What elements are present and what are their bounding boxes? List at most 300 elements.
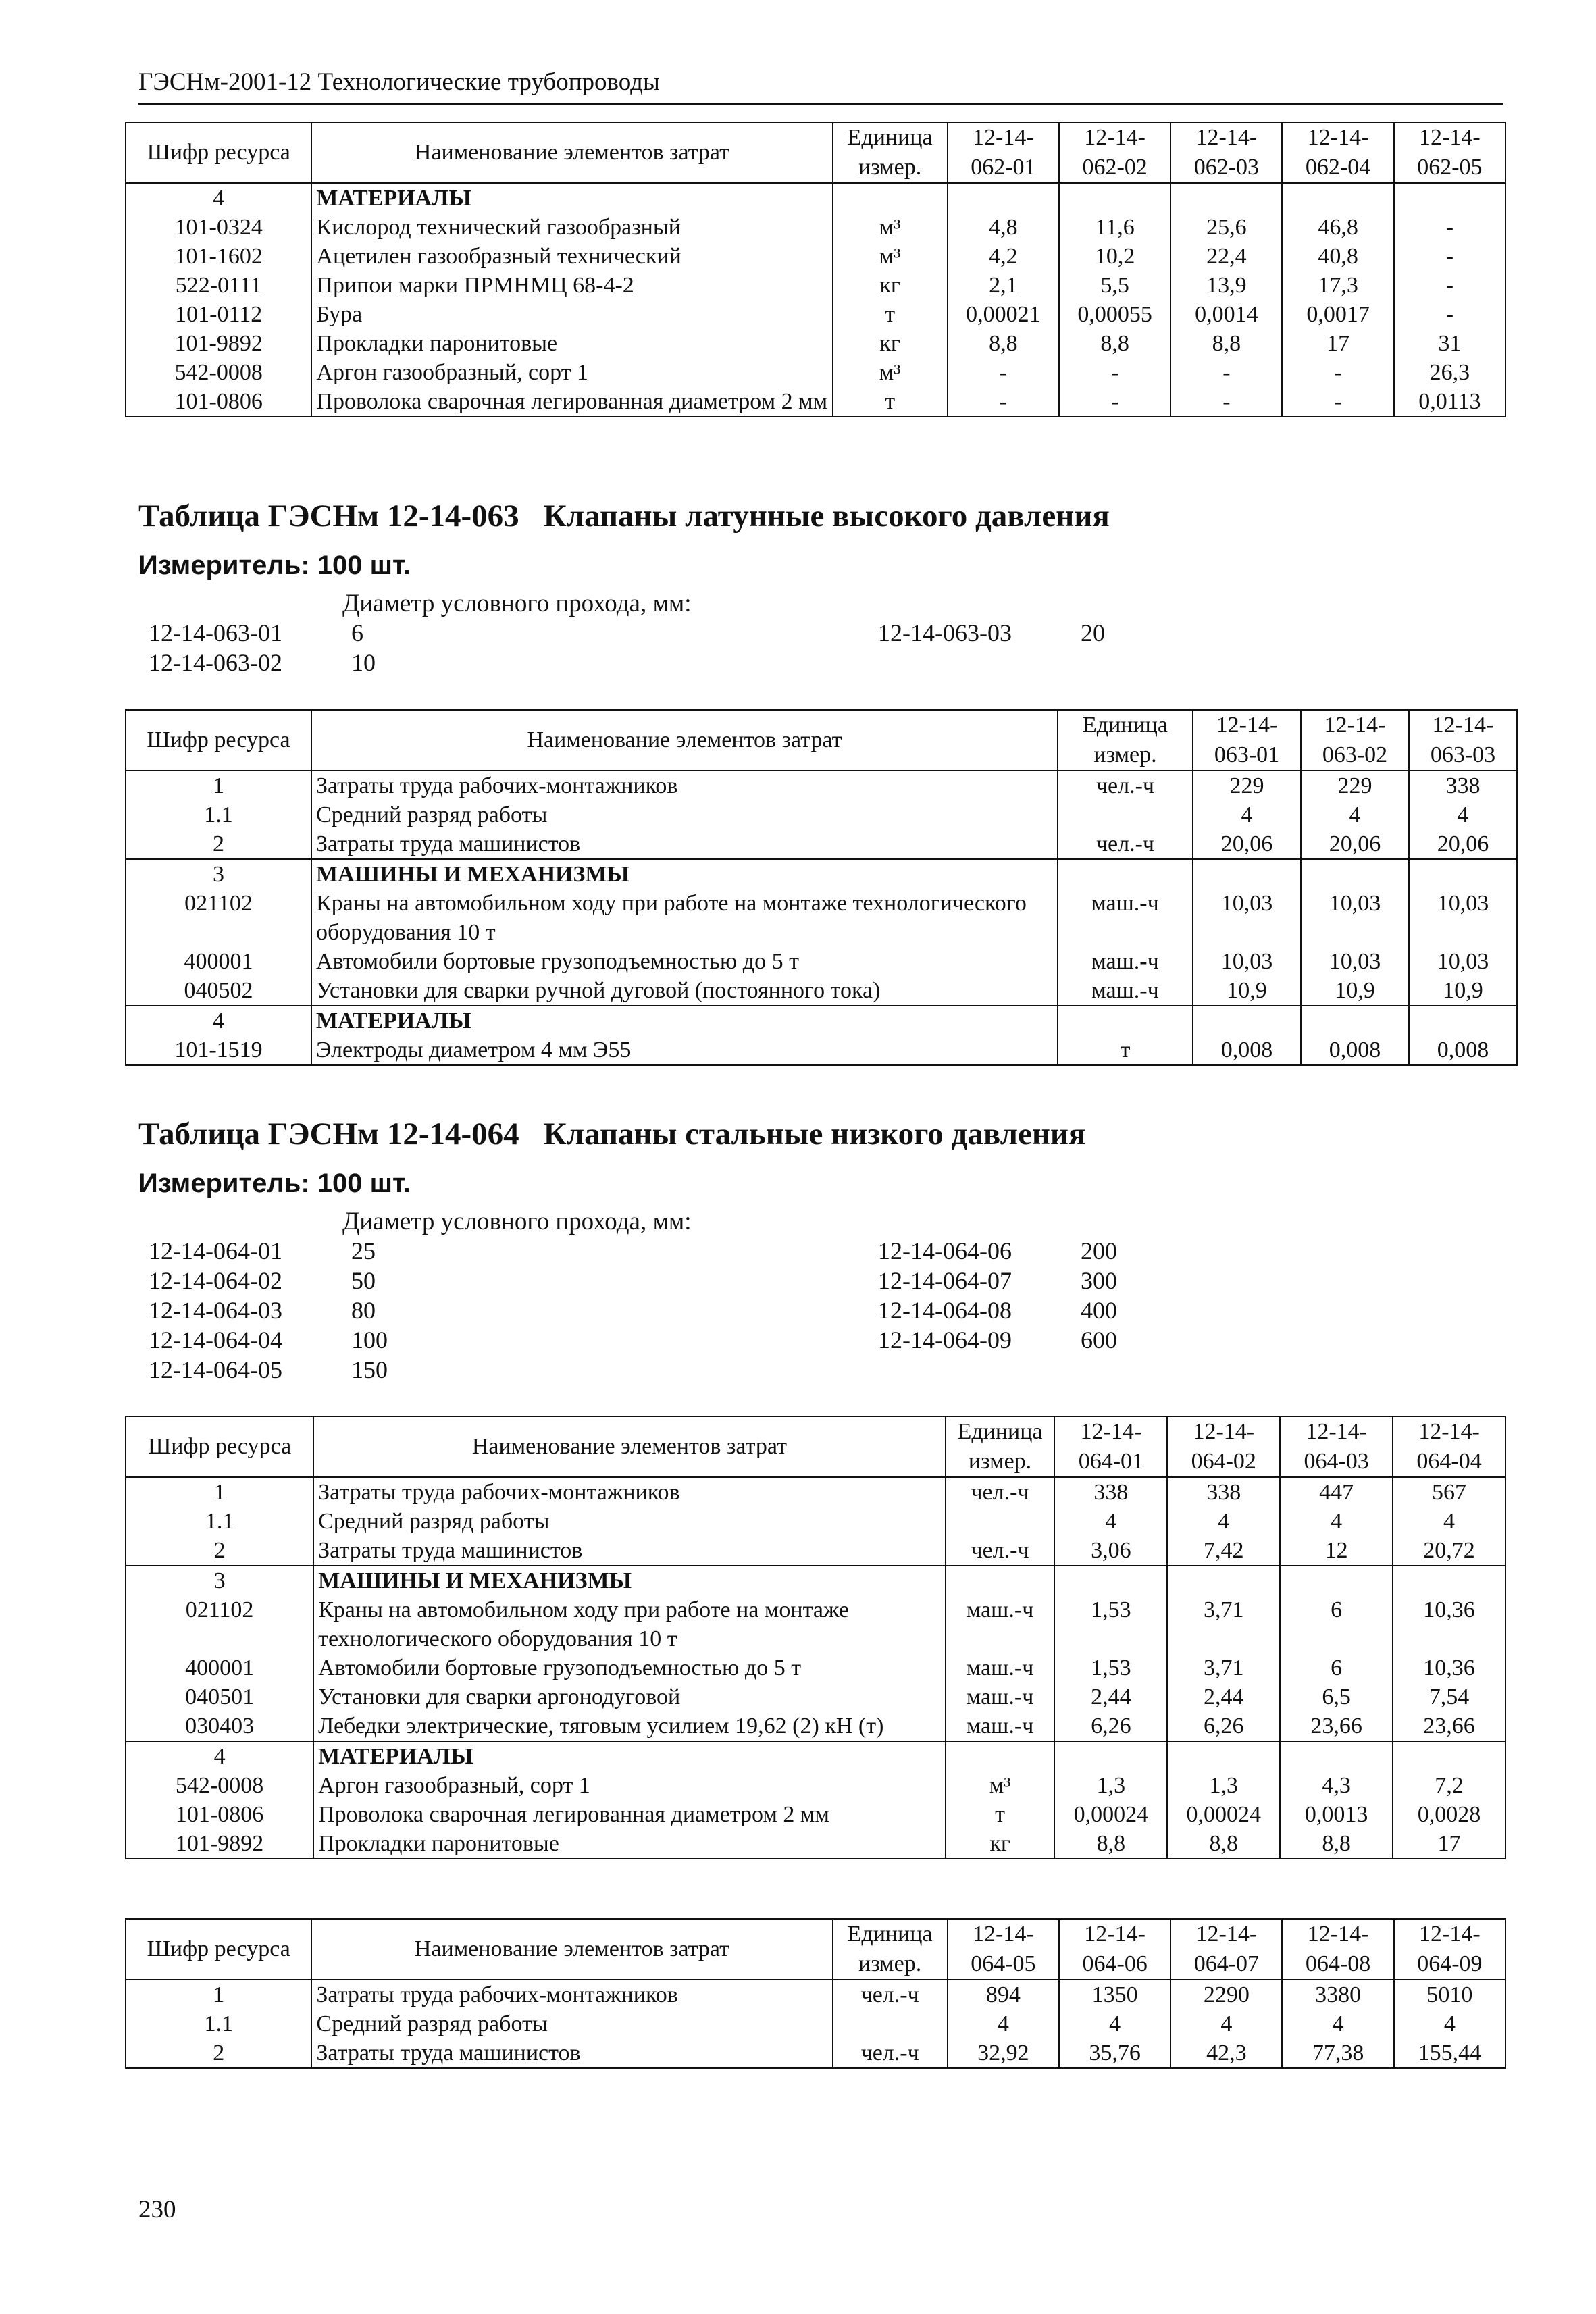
row-value: 894 bbox=[948, 1980, 1059, 2009]
table-row bbox=[126, 1595, 1505, 1653]
header-code: Шифр ресурса bbox=[126, 122, 311, 183]
row-value: 4 bbox=[1167, 1507, 1280, 1536]
dimension-code: 12-14-063-01 bbox=[149, 619, 282, 646]
row-name: Затраты труда машинистов bbox=[313, 1536, 946, 1566]
row-value: 77,38 bbox=[1282, 2038, 1393, 2068]
table-row bbox=[126, 1800, 1505, 1829]
row-value: 23,66 bbox=[1393, 1712, 1505, 1741]
row-value: 11,6 bbox=[1059, 213, 1170, 242]
row-value: 3,71 bbox=[1167, 1653, 1280, 1682]
row-value: 20,06 bbox=[1409, 829, 1517, 859]
header-unit: Единица измер. bbox=[833, 1919, 948, 1980]
row-value: 0,008 bbox=[1409, 1035, 1517, 1065]
table-row bbox=[126, 889, 1517, 947]
row-value: 10,9 bbox=[1409, 976, 1517, 1006]
row-name: Затраты труда машинистов bbox=[311, 2038, 832, 2068]
row-unit: маш.-ч bbox=[946, 1595, 1055, 1653]
row-unit: чел.-ч bbox=[833, 1980, 948, 2009]
row-value: 4 bbox=[1409, 800, 1517, 829]
row-name: Установки для сварки ручной дуговой (постоянного тока) bbox=[311, 976, 1058, 1006]
row-value: - bbox=[1394, 213, 1505, 242]
section-value-empty bbox=[948, 183, 1059, 213]
dimension-code: 12-14-064-03 bbox=[149, 1297, 282, 1324]
row-unit: чел.-ч bbox=[946, 1536, 1055, 1566]
row-code: 040502 bbox=[126, 976, 311, 1006]
row-value: 4 bbox=[1059, 2009, 1170, 2038]
row-unit: м³ bbox=[833, 242, 948, 271]
header-column-code: 12-14-063-01 bbox=[1193, 710, 1301, 771]
row-value: 10,03 bbox=[1301, 947, 1409, 976]
table-12-14-063 bbox=[125, 709, 1518, 1066]
row-code: 1 bbox=[126, 771, 311, 800]
table-row bbox=[126, 947, 1517, 976]
row-unit: т bbox=[833, 387, 948, 417]
row-value: 6,26 bbox=[1167, 1712, 1280, 1741]
row-value: 0,00024 bbox=[1167, 1800, 1280, 1829]
row-value: 3,71 bbox=[1167, 1595, 1280, 1653]
row-name: Ацетилен газообразный технический bbox=[311, 242, 832, 271]
row-unit: чел.-ч bbox=[1058, 829, 1193, 859]
header-name: Наименование элементов затрат bbox=[311, 1919, 832, 1980]
header-column-code: 12-14-064-07 bbox=[1170, 1919, 1282, 1980]
row-value: 4 bbox=[1301, 800, 1409, 829]
row-value: 6,26 bbox=[1054, 1712, 1167, 1741]
row-value: 10,03 bbox=[1193, 889, 1301, 947]
table-row bbox=[126, 387, 1505, 417]
row-name: Бура bbox=[311, 300, 832, 329]
row-value: 4 bbox=[1193, 800, 1301, 829]
table-063-title-name: Клапаны латунные высокого давления bbox=[543, 498, 1110, 534]
section-title: МАТЕРИАЛЫ bbox=[311, 183, 832, 213]
row-value: 42,3 bbox=[1170, 2038, 1282, 2068]
row-value: - bbox=[1170, 358, 1282, 387]
section-value-empty bbox=[1301, 1006, 1409, 1035]
table-063-dim-title: Диаметр условного прохода, мм: bbox=[342, 590, 692, 617]
running-header: ГЭСНм-2001-12 Технологические трубопроводы bbox=[138, 66, 1503, 105]
dimension-value: 200 bbox=[1081, 1237, 1117, 1264]
section-unit-empty bbox=[946, 1566, 1055, 1595]
header-unit: Единица измер. bbox=[946, 1416, 1055, 1477]
row-unit: кг bbox=[833, 329, 948, 358]
row-value: - bbox=[948, 358, 1059, 387]
dimension-code: 12-14-064-05 bbox=[149, 1356, 282, 1383]
row-unit: т bbox=[833, 300, 948, 329]
dimension-row bbox=[138, 1325, 554, 1355]
row-name: Аргон газообразный, сорт 1 bbox=[313, 1771, 946, 1800]
header-column-code: 12-14-064-06 bbox=[1059, 1919, 1170, 1980]
row-value: - bbox=[1394, 271, 1505, 300]
header-column-code: 12-14-064-04 bbox=[1393, 1416, 1505, 1477]
table-row bbox=[126, 1653, 1505, 1682]
row-value: 4,2 bbox=[948, 242, 1059, 271]
row-value: 8,8 bbox=[948, 329, 1059, 358]
section-title: МАТЕРИАЛЫ bbox=[311, 1006, 1058, 1035]
header-column-code: 12-14-064-08 bbox=[1282, 1919, 1393, 1980]
dimension-code: 12-14-063-02 bbox=[149, 649, 282, 676]
header-code: Шифр ресурса bbox=[126, 710, 311, 771]
row-value: 10,03 bbox=[1409, 889, 1517, 947]
page-number: 230 bbox=[138, 2196, 176, 2223]
row-unit: маш.-ч bbox=[1058, 976, 1193, 1006]
row-code: 2 bbox=[126, 2038, 311, 2068]
row-unit: чел.-ч bbox=[1058, 771, 1193, 800]
header-column-code: 12-14-062-01 bbox=[948, 122, 1059, 183]
table-063-meter: Измеритель: 100 шт. bbox=[138, 550, 411, 580]
table-064-meter: Измеритель: 100 шт. bbox=[138, 1168, 411, 1198]
row-value: - bbox=[1059, 387, 1170, 417]
header-column-code: 12-14-064-05 bbox=[948, 1919, 1059, 1980]
section-value-empty bbox=[1193, 1006, 1301, 1035]
row-value: 0,00021 bbox=[948, 300, 1059, 329]
row-value: 31 bbox=[1394, 329, 1505, 358]
row-code: 1 bbox=[126, 1980, 311, 2009]
table-12-14-064-part1 bbox=[125, 1416, 1506, 1859]
row-value: 7,42 bbox=[1167, 1536, 1280, 1566]
table-row bbox=[126, 800, 1517, 829]
row-value: 338 bbox=[1167, 1477, 1280, 1507]
row-value: 0,0028 bbox=[1393, 1800, 1505, 1829]
row-value: 0,00055 bbox=[1059, 300, 1170, 329]
row-value: 1,53 bbox=[1054, 1653, 1167, 1682]
header-column-code: 12-14-064-01 bbox=[1054, 1416, 1167, 1477]
row-code: 400001 bbox=[126, 947, 311, 976]
row-value: - bbox=[1170, 387, 1282, 417]
row-name: Проволока сварочная легированная диаметром 2 мм bbox=[313, 1800, 946, 1829]
dimension-value: 6 bbox=[351, 619, 363, 646]
row-value: 10,03 bbox=[1409, 947, 1517, 976]
table-064-title-name: Клапаны стальные низкого давления bbox=[543, 1116, 1086, 1152]
row-code: 101-9892 bbox=[126, 1829, 313, 1859]
row-unit bbox=[1058, 800, 1193, 829]
row-name: Кислород технический газообразный bbox=[311, 213, 832, 242]
table-row bbox=[126, 242, 1505, 271]
dimension-value: 10 bbox=[351, 649, 376, 676]
dimension-row bbox=[138, 1236, 554, 1266]
table-12-14-062 bbox=[125, 122, 1506, 417]
dimension-row bbox=[138, 648, 554, 677]
table-row bbox=[126, 2038, 1505, 2068]
row-value: - bbox=[1394, 242, 1505, 271]
dimension-row bbox=[138, 1295, 554, 1325]
header-code: Шифр ресурса bbox=[126, 1416, 313, 1477]
row-unit: м³ bbox=[833, 213, 948, 242]
section-unit-empty bbox=[833, 183, 948, 213]
row-unit: кг bbox=[833, 271, 948, 300]
row-value: 10,2 bbox=[1059, 242, 1170, 271]
row-code: 040501 bbox=[126, 1682, 313, 1712]
table-row bbox=[126, 1771, 1505, 1800]
row-value: 338 bbox=[1054, 1477, 1167, 1507]
dimension-value: 600 bbox=[1081, 1327, 1117, 1354]
table-064-dim-title: Диаметр условного прохода, мм: bbox=[342, 1208, 692, 1235]
table-row bbox=[126, 1829, 1505, 1859]
row-value: 10,36 bbox=[1393, 1595, 1505, 1653]
dimension-value: 80 bbox=[351, 1297, 376, 1324]
row-name: Припои марки ПРМНМЦ 68-4-2 bbox=[311, 271, 832, 300]
row-name: Затраты труда рабочих-монтажников bbox=[311, 771, 1058, 800]
row-code: 021102 bbox=[126, 889, 311, 947]
row-code: 542-0008 bbox=[126, 358, 311, 387]
dimension-code: 12-14-064-07 bbox=[878, 1267, 1012, 1294]
section-title: МАТЕРИАЛЫ bbox=[313, 1741, 946, 1771]
header-column-code: 12-14-062-03 bbox=[1170, 122, 1282, 183]
dimension-code: 12-14-064-04 bbox=[149, 1327, 282, 1354]
section-value-empty bbox=[1054, 1566, 1167, 1595]
dimension-value: 400 bbox=[1081, 1297, 1117, 1324]
row-name: Средний разряд работы bbox=[311, 2009, 832, 2038]
row-code: 542-0008 bbox=[126, 1771, 313, 1800]
row-code: 101-1602 bbox=[126, 242, 311, 271]
dimension-row bbox=[138, 618, 554, 648]
table-row bbox=[126, 771, 1517, 800]
table-row bbox=[126, 1507, 1505, 1536]
row-value: 5010 bbox=[1394, 1980, 1505, 2009]
row-value: 338 bbox=[1409, 771, 1517, 800]
row-value: 4 bbox=[948, 2009, 1059, 2038]
header-unit: Единица измер. bbox=[833, 122, 948, 183]
section-value-empty bbox=[1409, 859, 1517, 889]
row-value: 0,008 bbox=[1301, 1035, 1409, 1065]
row-name: Краны на автомобильном ходу при работе на монтаже технологического оборудования 10 т bbox=[313, 1595, 946, 1653]
row-value: 10,03 bbox=[1301, 889, 1409, 947]
row-name: Автомобили бортовые грузоподъемностью до 5 т bbox=[311, 947, 1058, 976]
row-name: Прокладки паронитовые bbox=[311, 329, 832, 358]
dimension-code: 12-14-064-02 bbox=[149, 1267, 282, 1294]
row-value: 0,0013 bbox=[1280, 1800, 1393, 1829]
table-12-14-064-part2 bbox=[125, 1918, 1506, 2069]
row-value: 10,03 bbox=[1193, 947, 1301, 976]
table-063-dims-right bbox=[868, 618, 1283, 648]
row-value: 20,72 bbox=[1393, 1536, 1505, 1566]
section-unit-empty bbox=[946, 1741, 1055, 1771]
header-name: Наименование элементов затрат bbox=[311, 710, 1058, 771]
row-code: 101-0806 bbox=[126, 1800, 313, 1829]
row-value: 10,9 bbox=[1193, 976, 1301, 1006]
row-name: Затраты труда машинистов bbox=[311, 829, 1058, 859]
row-value: 0,00024 bbox=[1054, 1800, 1167, 1829]
row-value: 2,1 bbox=[948, 271, 1059, 300]
table-063-title-code: Таблица ГЭСНм 12-14-063 bbox=[138, 498, 519, 534]
dimension-row bbox=[868, 1325, 1283, 1355]
row-code: 021102 bbox=[126, 1595, 313, 1653]
row-value: 6,5 bbox=[1280, 1682, 1393, 1712]
dimension-value: 300 bbox=[1081, 1267, 1117, 1294]
row-value: 4 bbox=[1393, 1507, 1505, 1536]
row-value: 26,3 bbox=[1394, 358, 1505, 387]
row-value: 0,0014 bbox=[1170, 300, 1282, 329]
dimension-code: 12-14-064-01 bbox=[149, 1237, 282, 1264]
row-value: 40,8 bbox=[1282, 242, 1393, 271]
row-code: 1 bbox=[126, 1477, 313, 1507]
row-unit: кг bbox=[946, 1829, 1055, 1859]
header-column-code: 12-14-063-03 bbox=[1409, 710, 1517, 771]
row-value: 6 bbox=[1280, 1595, 1393, 1653]
row-value: 32,92 bbox=[948, 2038, 1059, 2068]
row-value: 13,9 bbox=[1170, 271, 1282, 300]
row-value: 229 bbox=[1193, 771, 1301, 800]
row-value: 3,06 bbox=[1054, 1536, 1167, 1566]
dimension-row bbox=[138, 1355, 554, 1385]
dimension-value: 25 bbox=[351, 1237, 376, 1264]
row-value: 10,9 bbox=[1301, 976, 1409, 1006]
row-name: Средний разряд работы bbox=[311, 800, 1058, 829]
row-value: 17 bbox=[1393, 1829, 1505, 1859]
row-unit: т bbox=[1058, 1035, 1193, 1065]
row-unit: чел.-ч bbox=[946, 1477, 1055, 1507]
row-value: 1350 bbox=[1059, 1980, 1170, 2009]
row-unit bbox=[833, 2009, 948, 2038]
row-value: 12 bbox=[1280, 1536, 1393, 1566]
table-064-dims-left bbox=[138, 1236, 554, 1385]
section-value-empty bbox=[1409, 1006, 1517, 1035]
row-value: 8,8 bbox=[1170, 329, 1282, 358]
row-value: 229 bbox=[1301, 771, 1409, 800]
section-value-empty bbox=[1059, 183, 1170, 213]
row-code: 101-0324 bbox=[126, 213, 311, 242]
row-value: 2,44 bbox=[1054, 1682, 1167, 1712]
row-name: Электроды диаметром 4 мм Э55 bbox=[311, 1035, 1058, 1065]
section-value-empty bbox=[1193, 859, 1301, 889]
row-value: 155,44 bbox=[1394, 2038, 1505, 2068]
row-name: Затраты труда рабочих-монтажников bbox=[311, 1980, 832, 2009]
row-unit: чел.-ч bbox=[833, 2038, 948, 2068]
section-title: МАШИНЫ И МЕХАНИЗМЫ bbox=[313, 1566, 946, 1595]
header-column-code: 12-14-062-05 bbox=[1394, 122, 1505, 183]
dimension-row bbox=[868, 618, 1283, 648]
table-row bbox=[126, 1712, 1505, 1741]
header-column-code: 12-14-062-02 bbox=[1059, 122, 1170, 183]
row-value: 46,8 bbox=[1282, 213, 1393, 242]
row-value: - bbox=[1394, 300, 1505, 329]
table-row bbox=[126, 2009, 1505, 2038]
section-value-empty bbox=[1167, 1566, 1280, 1595]
row-value: 4,8 bbox=[948, 213, 1059, 242]
table-row bbox=[126, 1980, 1505, 2009]
table-row bbox=[126, 300, 1505, 329]
row-value: 2290 bbox=[1170, 1980, 1282, 2009]
row-value: 0,0113 bbox=[1394, 387, 1505, 417]
section-title: МАШИНЫ И МЕХАНИЗМЫ bbox=[311, 859, 1058, 889]
section-row bbox=[126, 183, 1505, 213]
row-value: 20,06 bbox=[1193, 829, 1301, 859]
dimension-row bbox=[138, 1266, 554, 1295]
header-column-code: 12-14-064-03 bbox=[1280, 1416, 1393, 1477]
row-value: 0,008 bbox=[1193, 1035, 1301, 1065]
section-row bbox=[126, 1006, 1517, 1035]
section-row bbox=[126, 1566, 1505, 1595]
dimension-value: 50 bbox=[351, 1267, 376, 1294]
row-code: 101-1519 bbox=[126, 1035, 311, 1065]
row-name: Затраты труда рабочих-монтажников bbox=[313, 1477, 946, 1507]
row-unit: маш.-ч bbox=[1058, 889, 1193, 947]
section-value-empty bbox=[1280, 1566, 1393, 1595]
row-code: 030403 bbox=[126, 1712, 313, 1741]
dimension-code: 12-14-064-09 bbox=[878, 1327, 1012, 1354]
dimension-code: 12-14-063-03 bbox=[878, 619, 1012, 646]
row-value: 20,06 bbox=[1301, 829, 1409, 859]
row-value: 35,76 bbox=[1059, 2038, 1170, 2068]
row-unit: т bbox=[946, 1800, 1055, 1829]
dimension-row bbox=[868, 1266, 1283, 1295]
section-value-empty bbox=[1280, 1741, 1393, 1771]
row-code: 2 bbox=[126, 1536, 313, 1566]
row-code: 1.1 bbox=[126, 2009, 311, 2038]
table-row bbox=[126, 213, 1505, 242]
section-value-empty bbox=[1301, 859, 1409, 889]
row-code: 1.1 bbox=[126, 800, 311, 829]
section-code: 4 bbox=[126, 1006, 311, 1035]
row-value: 5,5 bbox=[1059, 271, 1170, 300]
row-code: 1.1 bbox=[126, 1507, 313, 1536]
row-value: - bbox=[1282, 358, 1393, 387]
row-name: Краны на автомобильном ходу при работе на монтаже технологического оборудования 10 т bbox=[311, 889, 1058, 947]
header-name: Наименование элементов затрат bbox=[311, 122, 832, 183]
row-value: - bbox=[1059, 358, 1170, 387]
header-column-code: 12-14-064-09 bbox=[1394, 1919, 1505, 1980]
row-value: 4,3 bbox=[1280, 1771, 1393, 1800]
dimension-value: 100 bbox=[351, 1327, 388, 1354]
row-value: 8,8 bbox=[1059, 329, 1170, 358]
row-unit: маш.-ч bbox=[946, 1653, 1055, 1682]
row-value: 7,2 bbox=[1393, 1771, 1505, 1800]
row-value: 17 bbox=[1282, 329, 1393, 358]
dimension-code: 12-14-064-06 bbox=[878, 1237, 1012, 1264]
row-value: 1,3 bbox=[1054, 1771, 1167, 1800]
row-value: 1,53 bbox=[1054, 1595, 1167, 1653]
table-063-dims-left bbox=[138, 618, 554, 677]
table-064-dims-right bbox=[868, 1236, 1283, 1355]
row-value: 23,66 bbox=[1280, 1712, 1393, 1741]
row-value: 22,4 bbox=[1170, 242, 1282, 271]
table-row bbox=[126, 329, 1505, 358]
dimension-code: 12-14-064-08 bbox=[878, 1297, 1012, 1324]
row-name: Аргон газообразный, сорт 1 bbox=[311, 358, 832, 387]
section-value-empty bbox=[1393, 1741, 1505, 1771]
section-code: 3 bbox=[126, 1566, 313, 1595]
header-column-code: 12-14-063-02 bbox=[1301, 710, 1409, 771]
row-code: 101-0806 bbox=[126, 387, 311, 417]
section-value-empty bbox=[1170, 183, 1282, 213]
section-value-empty bbox=[1054, 1741, 1167, 1771]
row-value: 8,8 bbox=[1167, 1829, 1280, 1859]
row-name: Проволока сварочная легированная диаметром 2 мм bbox=[311, 387, 832, 417]
section-value-empty bbox=[1167, 1741, 1280, 1771]
section-value-empty bbox=[1393, 1566, 1505, 1595]
section-value-empty bbox=[1282, 183, 1393, 213]
header-unit: Единица измер. bbox=[1058, 710, 1193, 771]
section-value-empty bbox=[1394, 183, 1505, 213]
row-code: 2 bbox=[126, 829, 311, 859]
row-unit: м³ bbox=[946, 1771, 1055, 1800]
section-row bbox=[126, 1741, 1505, 1771]
row-unit: м³ bbox=[833, 358, 948, 387]
table-063-title bbox=[138, 498, 1110, 534]
row-name: Лебедки электрические, тяговым усилием 19,62 (2) кН (т) bbox=[313, 1712, 946, 1741]
row-unit: маш.-ч bbox=[946, 1712, 1055, 1741]
section-code: 4 bbox=[126, 1741, 313, 1771]
table-row bbox=[126, 829, 1517, 859]
row-value: 10,36 bbox=[1393, 1653, 1505, 1682]
row-value: 4 bbox=[1170, 2009, 1282, 2038]
row-value: 567 bbox=[1393, 1477, 1505, 1507]
section-code: 4 bbox=[126, 183, 311, 213]
row-name: Автомобили бортовые грузоподъемностью до 5 т bbox=[313, 1653, 946, 1682]
dimension-value: 150 bbox=[351, 1356, 388, 1383]
table-row bbox=[126, 1682, 1505, 1712]
row-value: 447 bbox=[1280, 1477, 1393, 1507]
row-code: 522-0111 bbox=[126, 271, 311, 300]
row-value: - bbox=[1282, 387, 1393, 417]
